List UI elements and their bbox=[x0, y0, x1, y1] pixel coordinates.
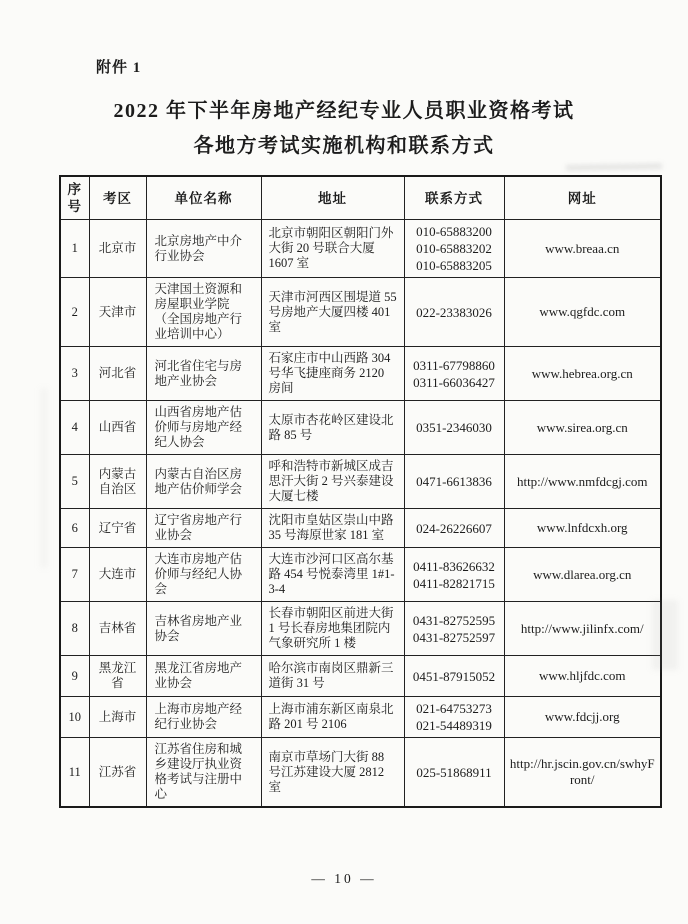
unit-name-cell: 天津国土资源和房屋职业学院（全国房地产行业培训中心） bbox=[146, 278, 261, 347]
address-cell: 哈尔滨市南岗区鼎新三道街 31 号 bbox=[261, 656, 404, 697]
phone-number: 0431-82752595 bbox=[412, 612, 496, 628]
phone-number: 0411-82821715 bbox=[413, 575, 495, 591]
column-header-exam-region: 考区 bbox=[89, 176, 146, 220]
table-row bbox=[60, 738, 661, 808]
contact-phone-cell bbox=[404, 697, 504, 738]
contact-phone-cell bbox=[404, 401, 504, 455]
unit-name-cell: 上海市房地产经纪行业协会 bbox=[146, 697, 261, 738]
phone-number: 0351-2346030 bbox=[416, 420, 492, 435]
table-row bbox=[60, 656, 661, 697]
address-cell: 南京市草场门大街 88 号江苏建设大厦 2812 室 bbox=[261, 738, 404, 808]
address-cell: 太原市杏花岭区建设北路 85 号 bbox=[261, 401, 404, 455]
serial-number-cell: 4 bbox=[60, 401, 89, 455]
phone-number: 0311-67798860 bbox=[413, 357, 495, 373]
address-cell: 大连市沙河口区高尔基路 454 号悦泰湾里 1#1-3-4 bbox=[261, 548, 404, 602]
website-cell: www.fdcjj.org bbox=[504, 697, 661, 738]
website-cell: www.hljfdc.com bbox=[504, 656, 661, 697]
exam-region-cell: 河北省 bbox=[89, 347, 146, 401]
unit-name-cell: 吉林省房地产业协会 bbox=[146, 602, 261, 656]
column-header-serial-number: 序号 bbox=[60, 176, 89, 220]
attachment-label: 附件 1 bbox=[96, 60, 142, 76]
serial-number-cell: 10 bbox=[60, 697, 89, 738]
unit-name-cell: 大连市房地产估价师与经纪人协会 bbox=[146, 548, 261, 602]
unit-name-cell: 辽宁省房地产行业协会 bbox=[146, 509, 261, 548]
contact-phone-cell bbox=[404, 220, 504, 278]
serial-number-cell: 3 bbox=[60, 347, 89, 401]
unit-name-cell: 河北省住宅与房地产业协会 bbox=[146, 347, 261, 401]
column-header-address: 地址 bbox=[261, 176, 404, 220]
address-cell: 天津市河西区围堤道 55 号房地产大厦四楼 401 室 bbox=[261, 278, 404, 347]
address-cell: 北京市朝阳区朝阳门外大街 20 号联合大厦 1607 室 bbox=[261, 220, 404, 278]
serial-number-cell: 5 bbox=[60, 455, 89, 509]
phone-number: 0451-87915052 bbox=[412, 668, 496, 684]
serial-number-cell: 6 bbox=[60, 509, 89, 548]
unit-name-cell: 江苏省住房和城乡建设厅执业资格考试与注册中心 bbox=[146, 738, 261, 808]
contact-phone-cell bbox=[404, 656, 504, 697]
address-cell: 呼和浩特市新城区成吉思汗大街 2 号兴泰建设大厦七楼 bbox=[261, 455, 404, 509]
phone-number: 025-51868911 bbox=[416, 764, 492, 780]
phone-number: 0311-66036427 bbox=[413, 374, 495, 390]
exam-region-cell: 天津市 bbox=[89, 278, 146, 347]
table-row bbox=[60, 220, 661, 278]
contact-phone-cell bbox=[404, 278, 504, 347]
column-header-contact: 联系方式 bbox=[404, 176, 504, 220]
serial-number-cell: 7 bbox=[60, 548, 89, 602]
exam-region-cell: 黑龙江省 bbox=[89, 656, 146, 697]
serial-number-cell: 2 bbox=[60, 278, 89, 347]
table-row bbox=[60, 278, 661, 347]
phone-number: 021-64753273 bbox=[416, 701, 492, 716]
exam-region-cell: 内蒙古自治区 bbox=[89, 455, 146, 509]
serial-number-cell: 11 bbox=[60, 738, 89, 808]
table-row bbox=[60, 697, 661, 738]
contact-phone-cell bbox=[404, 509, 504, 548]
website-cell: www.lnfdcxh.org bbox=[504, 509, 661, 548]
exam-region-cell: 山西省 bbox=[89, 401, 146, 455]
website-cell: www.breaa.cn bbox=[504, 220, 661, 278]
document-title-line-1: 2022 年下半年房地产经纪专业人员职业资格考试 bbox=[113, 100, 575, 122]
contact-phone-cell bbox=[404, 455, 504, 509]
website-cell: http://www.jilinfx.com/ bbox=[504, 602, 661, 656]
document-title bbox=[0, 94, 688, 164]
unit-name-cell: 北京房地产中介行业协会 bbox=[146, 220, 261, 278]
phone-number: 010-65883202 bbox=[416, 241, 492, 256]
contact-phone-cell bbox=[404, 738, 504, 808]
address-cell: 长春市朝阳区前进大街 1 号长春房地集团院内气象研究所 1 楼 bbox=[261, 602, 404, 656]
table-row bbox=[60, 347, 661, 401]
phone-number: 010-65883200 bbox=[416, 224, 492, 239]
address-cell: 上海市浦东新区南泉北路 201 号 2106 bbox=[261, 697, 404, 738]
table-row bbox=[60, 509, 661, 548]
table-row bbox=[60, 401, 661, 455]
phone-number: 0471-6613836 bbox=[416, 474, 492, 489]
address-cell: 沈阳市皇姑区崇山中路 35 号海原世家 181 室 bbox=[261, 509, 404, 548]
website-cell: www.sirea.org.cn bbox=[504, 401, 661, 455]
exam-region-cell: 上海市 bbox=[89, 697, 146, 738]
serial-number-cell: 9 bbox=[60, 656, 89, 697]
phone-number: 010-65883205 bbox=[416, 258, 492, 273]
page-number: — 10 — bbox=[311, 871, 377, 886]
serial-number-cell: 8 bbox=[60, 602, 89, 656]
phone-number: 022-23383026 bbox=[416, 304, 492, 320]
table-row bbox=[60, 548, 661, 602]
scan-artifact bbox=[40, 388, 48, 568]
exam-region-cell: 江苏省 bbox=[89, 738, 146, 808]
phone-number: 0431-82752597 bbox=[412, 629, 496, 645]
exam-contact-table-body bbox=[60, 220, 661, 808]
column-header-website: 网址 bbox=[504, 176, 661, 220]
website-cell: http://www.nmfdcgj.com bbox=[504, 455, 661, 509]
exam-region-cell: 辽宁省 bbox=[89, 509, 146, 548]
contact-phone-cell bbox=[404, 602, 504, 656]
phone-number: 021-54489319 bbox=[416, 718, 492, 733]
exam-contact-table bbox=[59, 175, 662, 808]
exam-region-cell: 北京市 bbox=[89, 220, 146, 278]
website-cell: http://hr.jscin.gov.cn/swhyFront/ bbox=[504, 738, 661, 808]
address-cell: 石家庄市中山西路 304 号华飞捷座商务 2120 房间 bbox=[261, 347, 404, 401]
table-row bbox=[60, 455, 661, 509]
table-row bbox=[60, 602, 661, 656]
phone-number: 024-26226607 bbox=[416, 520, 492, 536]
table-header-row bbox=[60, 176, 661, 220]
document-title-line-2: 各地方考试实施机构和联系方式 bbox=[193, 135, 495, 157]
contact-phone-cell bbox=[404, 347, 504, 401]
website-cell: www.dlarea.org.cn bbox=[504, 548, 661, 602]
unit-name-cell: 黑龙江省房地产业协会 bbox=[146, 656, 261, 697]
exam-region-cell: 大连市 bbox=[89, 548, 146, 602]
website-cell: www.hebrea.org.cn bbox=[504, 347, 661, 401]
phone-number: 0411-83626632 bbox=[413, 558, 495, 574]
contact-phone-cell bbox=[404, 548, 504, 602]
website-cell: www.qgfdc.com bbox=[504, 278, 661, 347]
exam-region-cell: 吉林省 bbox=[89, 602, 146, 656]
column-header-unit-name: 单位名称 bbox=[146, 176, 261, 220]
unit-name-cell: 山西省房地产估价师与房地产经纪人协会 bbox=[146, 401, 261, 455]
scan-artifact bbox=[566, 163, 662, 171]
unit-name-cell: 内蒙古自治区房地产估价师学会 bbox=[146, 455, 261, 509]
serial-number-cell: 1 bbox=[60, 220, 89, 278]
